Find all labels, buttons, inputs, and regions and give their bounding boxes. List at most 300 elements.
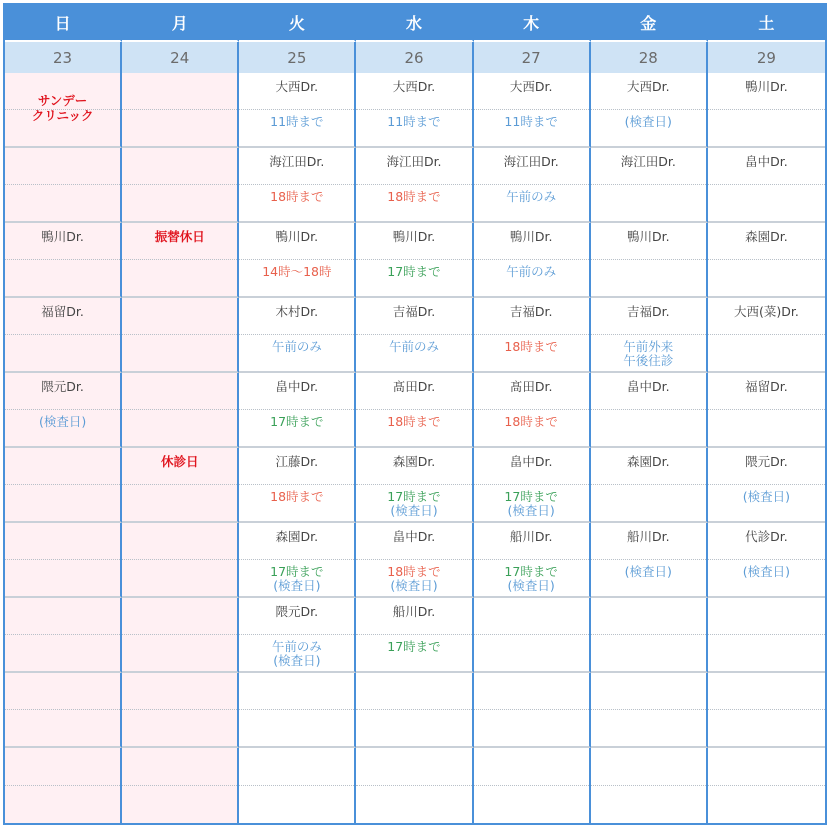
sunday-clinic-label: サンデー クリニック <box>31 93 94 123</box>
schedule-note: (検査日) <box>390 502 438 518</box>
weekday-header: 月 <box>122 5 239 42</box>
schedule-cell <box>356 148 473 223</box>
date-cell: 29 <box>708 42 825 73</box>
schedule-cell <box>239 223 356 298</box>
schedule-note: (検査日) <box>273 577 321 593</box>
schedule-note: (検査日) <box>742 563 791 579</box>
cell-doctor-slot <box>708 73 825 110</box>
cell-doctor-slot <box>591 523 706 560</box>
cell-note-slot <box>708 185 825 222</box>
cell-note-slot <box>591 485 706 522</box>
cell-note-slot <box>122 485 237 522</box>
cell-note-slot <box>122 786 237 824</box>
schedule-cell <box>708 448 825 523</box>
cell-note-slot <box>591 635 706 672</box>
cell-note-slot <box>356 110 471 147</box>
cell-doctor-slot <box>474 373 589 410</box>
cell-note-slot <box>356 635 471 672</box>
schedule-cell <box>591 673 708 748</box>
cell-doctor-slot <box>5 148 120 185</box>
schedule-cell <box>239 73 356 148</box>
schedule-cell <box>122 598 239 673</box>
cell-note-slot <box>474 560 589 597</box>
cell-doctor-slot <box>591 298 706 335</box>
cell-doctor-slot <box>122 148 237 185</box>
cell-note-slot <box>5 260 120 297</box>
cell-note-slot <box>708 335 825 372</box>
schedule-note: (検査日) <box>507 577 555 593</box>
schedule-cell <box>591 223 708 298</box>
doctor-name: 鴨川Dr. <box>626 229 670 244</box>
doctor-name: 鴨川Dr. <box>745 79 788 94</box>
cell-doctor-slot <box>5 373 120 410</box>
doctor-name: 大西Dr. <box>626 79 670 94</box>
schedule-note: (検査日) <box>38 413 87 429</box>
schedule-cell <box>708 373 825 448</box>
cell-doctor-slot <box>356 373 471 410</box>
cell-doctor-slot <box>708 298 825 335</box>
cell-doctor-slot <box>708 373 825 410</box>
doctor-name: 吉福Dr. <box>626 304 670 319</box>
schedule-cell <box>591 598 708 673</box>
schedule-cell <box>122 148 239 223</box>
cell-doctor-slot <box>5 523 120 560</box>
cell-doctor-slot <box>591 673 706 710</box>
cell-note-slot <box>356 485 471 522</box>
cell-doctor-slot <box>239 373 354 410</box>
schedule-cell <box>122 523 239 598</box>
schedule-cell <box>5 748 122 823</box>
schedule-note: 14時〜18時 <box>262 263 332 279</box>
schedule-note: 17時まで <box>387 488 441 504</box>
doctor-name: 鴨川Dr. <box>275 229 319 244</box>
doctor-name: 畠中Dr. <box>745 154 788 169</box>
schedule-cell <box>239 373 356 448</box>
cell-note-slot <box>5 335 120 372</box>
doctor-name: 鴨川Dr. <box>509 229 553 244</box>
cell-doctor-slot <box>122 673 237 710</box>
doctor-name: 船川Dr. <box>626 529 670 544</box>
schedule-cell <box>591 298 708 373</box>
schedule-cell <box>5 523 122 598</box>
schedule-note: 午前のみ <box>271 338 322 354</box>
schedule-cell <box>356 223 473 298</box>
cell-note-slot <box>5 185 120 222</box>
schedule-note: 午前のみ <box>388 338 439 354</box>
doctor-name: 隈元Dr. <box>275 604 319 619</box>
schedule-cell <box>5 598 122 673</box>
schedule-note: 18時まで <box>270 488 324 504</box>
schedule-cell <box>122 673 239 748</box>
schedule-cell <box>708 223 825 298</box>
cell-note-slot <box>239 185 354 222</box>
schedule-cell <box>474 73 591 148</box>
doctor-name: 大西Dr. <box>509 79 553 94</box>
schedule-cell <box>356 673 473 748</box>
schedule-note: (検査日) <box>507 502 555 518</box>
schedule-cell <box>122 373 239 448</box>
doctor-name: 隈元Dr. <box>41 379 84 394</box>
cell-doctor-slot <box>5 223 120 260</box>
cell-doctor-slot <box>5 448 120 485</box>
schedule-cell <box>356 373 473 448</box>
doctor-name: 吉福Dr. <box>392 304 436 319</box>
cell-note-slot <box>239 560 354 597</box>
cell-doctor-slot <box>591 73 706 110</box>
schedule-cell <box>474 448 591 523</box>
doctor-name: 福留Dr. <box>745 379 788 394</box>
cell-note-slot <box>474 110 589 147</box>
cell-doctor-slot <box>239 298 354 335</box>
schedule-cell <box>591 73 708 148</box>
cell-note-slot <box>474 410 589 447</box>
cell-doctor-slot <box>122 298 237 335</box>
schedule-cell <box>474 673 591 748</box>
cell-note-slot <box>591 710 706 747</box>
cell-note-slot <box>122 635 237 672</box>
cell-note-slot <box>708 635 825 672</box>
schedule-cell <box>591 748 708 823</box>
doctor-name: 畠中Dr. <box>275 379 319 394</box>
schedule-note: (検査日) <box>273 652 321 668</box>
schedule-cell <box>591 373 708 448</box>
cell-note-slot <box>239 710 354 747</box>
cell-doctor-slot <box>5 748 120 786</box>
calendar-grid <box>5 5 825 823</box>
schedule-cell <box>239 673 356 748</box>
cell-doctor-slot <box>591 748 706 786</box>
cell-doctor-slot <box>239 748 354 786</box>
schedule-note: (検査日) <box>742 488 791 504</box>
schedule-cell <box>474 748 591 823</box>
schedule-cell <box>474 598 591 673</box>
schedule-cell <box>239 298 356 373</box>
schedule-cell <box>5 448 122 523</box>
cell-note-slot <box>591 335 706 372</box>
holiday-label: 休診日 <box>160 454 199 469</box>
cell-doctor-slot <box>474 148 589 185</box>
schedule-note: 11時まで <box>270 113 324 129</box>
doctor-name: 畠中Dr. <box>509 454 553 469</box>
doctor-name: 大西Dr. <box>392 79 436 94</box>
cell-doctor-slot <box>356 223 471 260</box>
schedule-note: 18時まで <box>504 413 558 429</box>
cell-note-slot <box>591 185 706 222</box>
cell-note-slot <box>356 260 471 297</box>
doctor-name: 江藤Dr. <box>275 454 319 469</box>
date-cell: 28 <box>591 42 708 73</box>
schedule-note: 18時まで <box>387 563 441 579</box>
schedule-note: 午前のみ <box>506 263 557 279</box>
cell-note-slot <box>239 260 354 297</box>
weekday-header: 水 <box>356 5 473 42</box>
schedule-cell <box>474 373 591 448</box>
schedule-cell <box>474 298 591 373</box>
cell-doctor-slot <box>356 73 471 110</box>
schedule-cell <box>356 73 473 148</box>
cell-doctor-slot <box>122 448 237 485</box>
cell-note-slot <box>591 560 706 597</box>
cell-doctor-slot <box>356 748 471 786</box>
cell-note-slot <box>122 110 237 147</box>
schedule-cell <box>239 148 356 223</box>
schedule-cell <box>591 448 708 523</box>
cell-note-slot <box>708 560 825 597</box>
weekday-header: 土 <box>708 5 825 42</box>
cell-doctor-slot <box>591 598 706 635</box>
schedule-cell <box>356 598 473 673</box>
doctor-name: 森園Dr. <box>745 229 788 244</box>
cell-note-slot <box>708 786 825 824</box>
cell-note-slot <box>708 110 825 147</box>
doctor-name: 海江田Dr. <box>386 154 442 169</box>
cell-note-slot <box>591 260 706 297</box>
date-cell: 27 <box>474 42 591 73</box>
doctor-name: 鴨川Dr. <box>392 229 436 244</box>
doctor-name: 海江田Dr. <box>503 154 559 169</box>
cell-doctor-slot <box>122 523 237 560</box>
cell-note-slot <box>708 485 825 522</box>
schedule-cell <box>708 298 825 373</box>
cell-doctor-slot <box>708 598 825 635</box>
schedule-note: 17時まで <box>270 413 324 429</box>
doctor-name: 船川Dr. <box>392 604 436 619</box>
cell-doctor-slot <box>356 298 471 335</box>
schedule-note: 18時まで <box>387 188 441 204</box>
doctor-name: 森園Dr. <box>275 529 319 544</box>
doctor-name: 畠中Dr. <box>392 529 436 544</box>
cell-note-slot <box>122 710 237 747</box>
schedule-cell <box>474 223 591 298</box>
schedule-note: 17時まで <box>504 488 558 504</box>
cell-doctor-slot <box>239 598 354 635</box>
doctor-name: 代診Dr. <box>745 529 788 544</box>
doctor-name: 森園Dr. <box>392 454 436 469</box>
schedule-cell <box>708 73 825 148</box>
cell-note-slot <box>239 410 354 447</box>
cell-doctor-slot <box>474 448 589 485</box>
cell-doctor-slot <box>356 673 471 710</box>
cell-note-slot <box>708 260 825 297</box>
cell-note-slot <box>708 410 825 447</box>
cell-note-slot <box>5 485 120 522</box>
cell-doctor-slot <box>474 673 589 710</box>
weekday-header: 木 <box>474 5 591 42</box>
cell-doctor-slot <box>474 73 589 110</box>
cell-doctor-slot <box>708 673 825 710</box>
cell-note-slot <box>474 260 589 297</box>
date-cell: 24 <box>122 42 239 73</box>
cell-doctor-slot <box>474 598 589 635</box>
schedule-note: 午前のみ <box>506 188 557 204</box>
schedule-cell <box>356 448 473 523</box>
cell-doctor-slot <box>356 448 471 485</box>
schedule-cell <box>708 748 825 823</box>
cell-note-slot <box>474 786 589 824</box>
doctor-name: 大西(菜)Dr. <box>733 304 799 319</box>
weekday-header: 火 <box>239 5 356 42</box>
cell-note-slot <box>356 410 471 447</box>
cell-doctor-slot <box>5 598 120 635</box>
schedule-cell <box>708 673 825 748</box>
cell-doctor-slot <box>474 748 589 786</box>
schedule-calendar <box>3 3 827 825</box>
schedule-cell <box>356 298 473 373</box>
cell-doctor-slot <box>239 223 354 260</box>
schedule-note: 17時まで <box>270 563 324 579</box>
cell-note-slot <box>356 710 471 747</box>
schedule-note: (検査日) <box>624 563 672 579</box>
schedule-cell <box>5 673 122 748</box>
cell-note-slot <box>474 335 589 372</box>
cell-doctor-slot <box>239 448 354 485</box>
cell-note-slot <box>474 485 589 522</box>
doctor-name: 髙田Dr. <box>392 379 436 394</box>
cell-doctor-slot <box>708 523 825 560</box>
schedule-cell <box>5 73 122 148</box>
cell-note-slot <box>356 185 471 222</box>
schedule-cell <box>239 523 356 598</box>
cell-note-slot <box>591 410 706 447</box>
cell-note-slot <box>122 260 237 297</box>
cell-note-slot <box>356 560 471 597</box>
cell-note-slot <box>356 335 471 372</box>
schedule-cell <box>5 148 122 223</box>
schedule-note: 17時まで <box>387 638 441 654</box>
schedule-cell <box>122 748 239 823</box>
cell-note-slot <box>239 485 354 522</box>
cell-doctor-slot <box>591 148 706 185</box>
cell-note-slot <box>591 110 706 147</box>
doctor-name: 海江田Dr. <box>269 154 325 169</box>
cell-note-slot <box>5 560 120 597</box>
cell-note-slot <box>122 560 237 597</box>
cell-doctor-slot <box>591 448 706 485</box>
cell-doctor-slot <box>239 148 354 185</box>
schedule-cell <box>474 148 591 223</box>
date-cell: 23 <box>5 42 122 73</box>
schedule-note: 18時まで <box>504 338 558 354</box>
cell-doctor-slot <box>708 148 825 185</box>
doctor-name: 木村Dr. <box>275 304 319 319</box>
schedule-cell <box>5 373 122 448</box>
schedule-cell <box>591 523 708 598</box>
schedule-cell <box>708 523 825 598</box>
cell-note-slot <box>591 786 706 824</box>
cell-note-slot <box>239 786 354 824</box>
cell-doctor-slot <box>474 523 589 560</box>
schedule-note: 17時まで <box>504 563 558 579</box>
schedule-cell <box>591 148 708 223</box>
cell-doctor-slot <box>122 598 237 635</box>
doctor-name: 髙田Dr. <box>509 379 553 394</box>
schedule-cell <box>239 448 356 523</box>
cell-doctor-slot <box>122 73 237 110</box>
schedule-note: 17時まで <box>387 263 441 279</box>
schedule-cell <box>5 223 122 298</box>
cell-note-slot <box>5 635 120 672</box>
cell-doctor-slot <box>239 73 354 110</box>
cell-doctor-slot <box>356 148 471 185</box>
cell-doctor-slot <box>591 223 706 260</box>
cell-note-slot <box>239 110 354 147</box>
cell-note-slot <box>122 335 237 372</box>
schedule-note: (検査日) <box>624 113 672 129</box>
schedule-cell <box>5 298 122 373</box>
doctor-name: 鴨川Dr. <box>41 229 84 244</box>
schedule-note: 11時まで <box>504 113 558 129</box>
schedule-cell <box>708 598 825 673</box>
schedule-note: 午前外来 <box>623 338 674 354</box>
cell-note-slot <box>5 410 120 447</box>
cell-doctor-slot <box>5 673 120 710</box>
holiday-label: 振替休日 <box>154 229 205 244</box>
doctor-name: 大西Dr. <box>275 79 319 94</box>
cell-note-slot <box>239 335 354 372</box>
doctor-name: 隈元Dr. <box>745 454 788 469</box>
doctor-name: 畠中Dr. <box>626 379 670 394</box>
cell-note-slot <box>356 786 471 824</box>
cell-doctor-slot <box>591 373 706 410</box>
cell-doctor-slot <box>708 448 825 485</box>
schedule-cell <box>122 73 239 148</box>
cell-doctor-slot <box>122 373 237 410</box>
date-cell: 25 <box>239 42 356 73</box>
cell-doctor-slot <box>356 598 471 635</box>
cell-doctor-slot <box>122 748 237 786</box>
doctor-name: 森園Dr. <box>626 454 670 469</box>
doctor-name: 海江田Dr. <box>620 154 676 169</box>
doctor-name: 吉福Dr. <box>509 304 553 319</box>
cell-doctor-slot <box>708 748 825 786</box>
cell-note-slot <box>5 710 120 747</box>
cell-note-slot <box>5 786 120 824</box>
cell-doctor-slot <box>708 223 825 260</box>
schedule-cell <box>122 298 239 373</box>
doctor-name: 福留Dr. <box>41 304 84 319</box>
weekday-header: 金 <box>591 5 708 42</box>
cell-doctor-slot <box>474 223 589 260</box>
cell-note-slot <box>122 410 237 447</box>
schedule-note: 11時まで <box>387 113 441 129</box>
cell-doctor-slot <box>239 523 354 560</box>
cell-doctor-slot <box>122 223 237 260</box>
schedule-note: (検査日) <box>390 577 438 593</box>
schedule-note: 午前のみ <box>271 638 322 654</box>
cell-note-slot <box>474 710 589 747</box>
schedule-cell <box>356 748 473 823</box>
schedule-cell <box>708 148 825 223</box>
cell-doctor-slot <box>474 298 589 335</box>
schedule-note: 18時まで <box>387 413 441 429</box>
schedule-note: 午後往診 <box>623 352 674 368</box>
schedule-cell <box>356 523 473 598</box>
cell-note-slot <box>474 185 589 222</box>
cell-note-slot <box>239 635 354 672</box>
cell-doctor-slot <box>356 523 471 560</box>
doctor-name: 船川Dr. <box>509 529 553 544</box>
schedule-cell <box>239 598 356 673</box>
date-cell: 26 <box>356 42 473 73</box>
schedule-note: 18時まで <box>270 188 324 204</box>
cell-note-slot <box>474 635 589 672</box>
cell-doctor-slot <box>239 673 354 710</box>
schedule-cell <box>122 223 239 298</box>
schedule-cell <box>239 748 356 823</box>
cell-note-slot <box>122 185 237 222</box>
schedule-cell <box>122 448 239 523</box>
cell-note-slot <box>708 710 825 747</box>
